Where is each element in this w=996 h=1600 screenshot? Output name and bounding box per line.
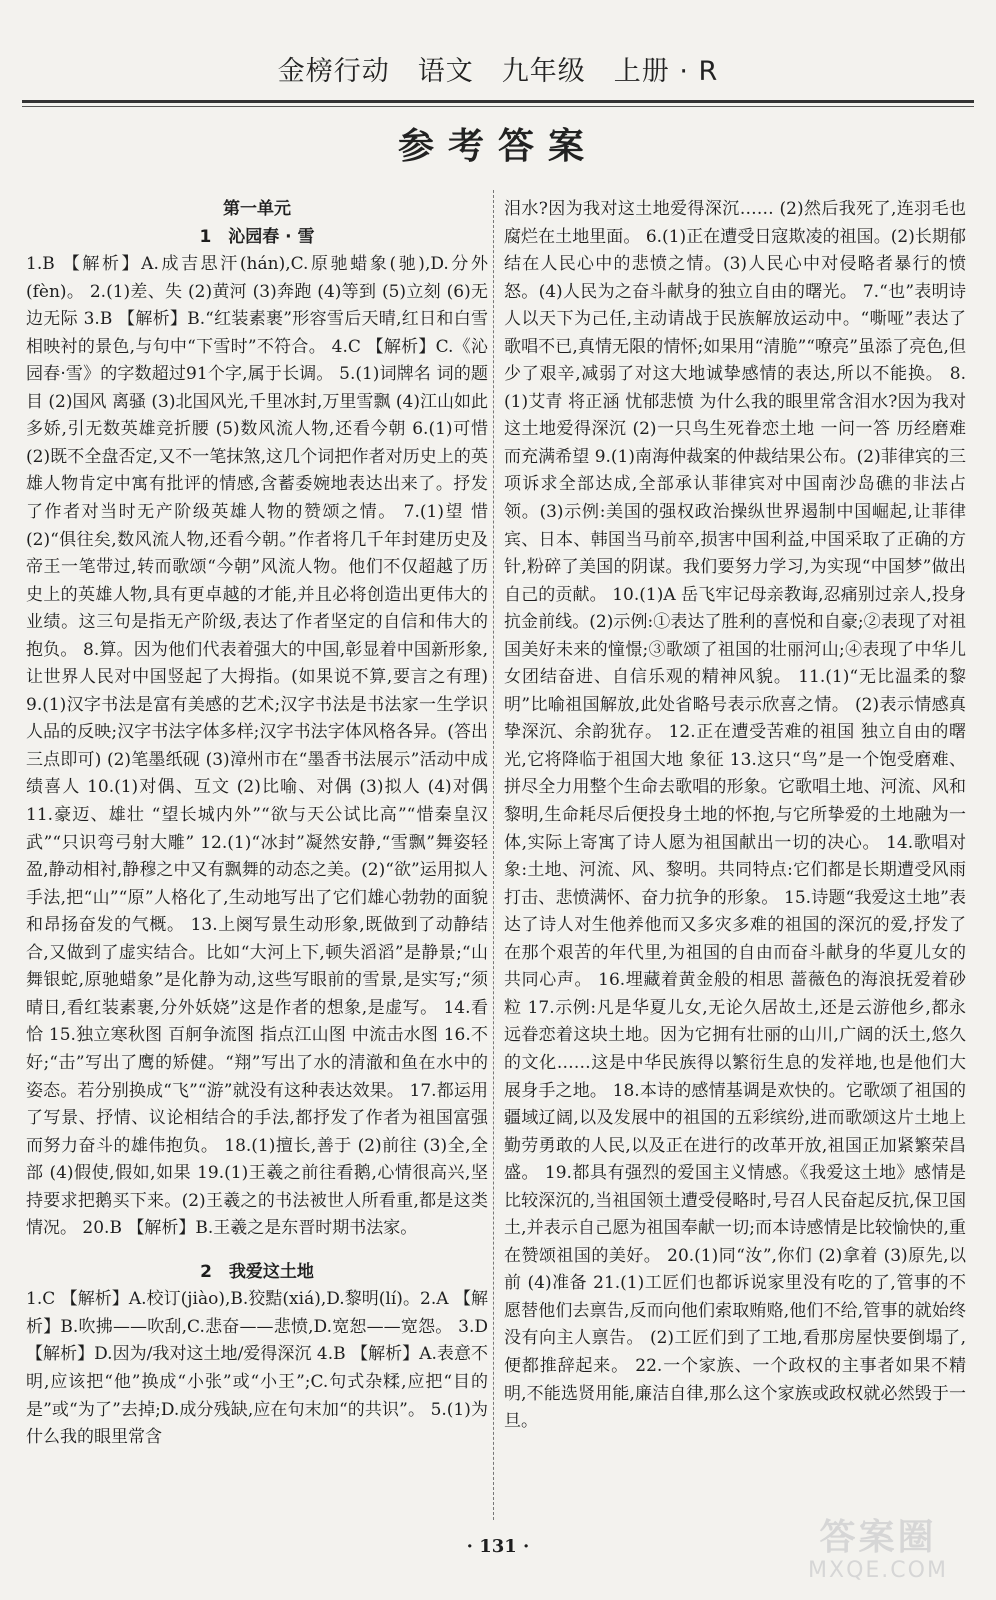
watermark-text: 答案圈 <box>819 1517 937 1558</box>
column-divider <box>493 190 494 1520</box>
page-title: 参考答案 <box>397 126 598 167</box>
page-number: · 131 · <box>466 1536 530 1557</box>
answer-block-lesson2-continued: 泪水?因为我对这土地爱得深沉…… (2)然后我死了,连羽毛也腐烂在土地里面。 6.(1)正在遭受日寇欺凌的祖国。(2)长期郁结在人民心中的悲愤之情。(3)人民心中对侵略者暴行的愤怒。(4)人民为之奋斗献身的独立自由的曙光。 7.“也”表明诗人以天下为己任,主动请战于民族解放运动中。“嘶哑”表达了歌唱不已,真情无限的情怀;如果用“清脆”“嘹亮”虽添了亮色,但少了艰辛,减弱了对这大地诚挚感情的表达,所以不能换。 8.(1)艾青 将正涵 忧郁悲愤 为什么我的眼里常含泪水?因为我对这土地爱得深沉 (2)一只鸟生死眷恋土地 一问一答 历经磨难而充满希望 9.(1)南海仲裁案的仲裁结果公布。(2)菲律宾的三项诉求全部达成,全部承认菲律宾对中国南沙岛礁的非法占领。(3)示例:美国的强权政治操纵世界遏制中国崛起,让菲律宾、日本、韩国当马前卒,损害中国利益,中国采取了正确的方针,粉碎了美国的阴谋。我们要努力学习,为实现“中国梦”做出自己的贡献。 10.(1)A 岳飞牢记母亲教诲,忍痛别过亲人,投身抗金前线。(2)示例:①表达了胜利的喜悦和自豪;②表现了对祖国美好未来的憧憬;③歌颂了祖国的壮丽河山;④表现了中华儿女团结奋进、自信乐观的精神风貌。 11.(1)“无比温柔的黎明”比喻祖国解放,此处省略号表示欣喜之情。 (2)表示情感真挚深沉、余韵犹存。 12.正在遭受苦难的祖国 独立自由的曙光,它将降临于祖国大地 象征 13.这只“鸟”是一个饱受磨难、拼尽全力用整个生命去歌唱的形象。它歌唱土地、河流、风和黎明,生命耗尽后便投身土地的怀抱,与它所挚爱的土地融为一体,实际上寄寓了诗人愿为祖国献出一切的决心。 14.歌唱对象:土地、河流、风、黎明。共同特点:它们都是长期遭受风雨打击、悲愤满怀、奋力抗争的形象。 15.诗题“我爱这土地”表达了诗人对生他养他而又多灾多难的祖国的深沉的爱,抒发了在那个艰苦的年代里,为祖国的自由而奋斗献身的华夏儿女的共同心声。 16.埋藏着黄金般的相思 蔷薇色的海浪抚爱着砂粒 17.示例:凡是华夏儿女,无论久居故土,还是云游他乡,都永远眷恋着这块土地。因为它拥有壮丽的山川,广阔的沃土,悠久的文化……这是中华民族得以繁衍生息的发祥地,也是他们大展身手之地。 18.本诗的感情基调是欢快的。它歌颂了祖国的疆域辽阔,以及发展中的祖国的五彩缤纷,进而歌颂这片土地上勤劳勇敢的人民,以及正在进行的改革开放,祖国正加紧繁荣昌盛。 19.都具有强烈的爱国主义情感。《我爱这土地》感情是比较深沉的,当祖国领土遭受侵略时,号召人民奋起反抗,保卫国土,并表示自己愿为祖国奉献一切;而本诗感情是比较愉快的,重在赞颂祖国的美好。 20.(1)同“汝”,你们 (2)拿着 (3)原先,以前 (4)准备 21.(1)工匠们也都诉说家里没有吃的了,管事的不愿替他们去禀告,反而向他们索取贿赂,他们不给,管事的就始终没有向主人禀告。 (2)工匠们到了工地,看那房屋快要倒塌了,便都推辞起来。 22.一个家族、一个政权的主事者如果不精明,不能选贤用能,廉洁自律,那么这个家族或政权就必然毁于一旦。 <box>504 199 966 1432</box>
header-rule-thin <box>22 106 974 107</box>
left-column <box>26 196 488 1452</box>
header-rule <box>22 100 974 103</box>
lesson-heading-2: 2 我爱这土地 <box>200 1261 314 1282</box>
watermark-url: MXQE.COM <box>808 1558 948 1583</box>
spacer <box>26 1243 488 1259</box>
right-column <box>504 196 966 1436</box>
answer-block-lesson1: 1.B 【解析】A.成吉思汗(hán),C.原驰蜡象(驰),D.分外(fèn)。 2.(1)差、失 (2)黄河 (3)奔跑 (4)等到 (5)立刻 (6)无边无际 3.B 【解析】B.“红装素裹”形容雪后天晴,红日和白雪相映衬的景色,与句中“下雪时”不符合。 4.C 【解析】C.《沁园春·雪》的字数超过91个字,属于长调。 5.(1)词牌名 词的题目 (2)国风 离骚 (3)北国风光,千里冰封,万里雪飘 (4)江山如此多娇,引无数英雄竞折腰 (5)数风流人物,还看今朝 6.(1)可惜 (2)既不全盘否定,又不一笔抹煞,这几个词把作者对历史上的英雄人物肯定中寓有批评的情感,含蓄委婉地表达出来了。抒发了作者对当时无产阶级英雄人物的赞颂之情。 7.(1)望 惜 (2)“俱往矣,数风流人物,还看今朝。”作者将几千年封建历史及帝王一笔带过,转而歌颂“今朝”风流人物。他们不仅超越了历史上的英雄人物,具有更卓越的才能,并且必将创造出更伟大的业绩。这三句是指无产阶级,表达了作者坚定的自信和伟大的抱负。 8.算。因为他们代表着强大的中国,彰显着中国新形象,让世界人民对中国竖起了大拇指。(如果说不算,要言之有理) 9.(1)汉字书法是富有美感的艺术;汉字书法是书法家一生学识人品的反映;汉字书法字体多样;汉字书法字体风格各异。(答出三点即可) (2)笔墨纸砚 (3)漳州市在“墨香书法展示”活动中成绩喜人 10.(1)对偶、互文 (2)比喻、对偶 (3)拟人 (4)对偶 11.豪迈、雄壮 “望长城内外”“欲与天公试比高”“惜秦皇汉武”“只识弯弓射大雕” 12.(1)“冰封”凝然安静,“雪飘”舞姿轻盈,静动相衬,静穆之中又有飘舞的动态之美。(2)“欲”运用拟人手法,把“山”“原”人格化了,生动地写出了它们雄心勃勃的面貌和昂扬奋发的气概。 13.上阕写景生动形象,既做到了动静结合,又做到了虚实结合。比如“大河上下,顿失滔滔”是静景;“山舞银蛇,原驰蜡象”是化静为动,这些写眼前的雪景,是实写;“须晴日,看红装素裹,分外妖娆”这是作者的想象,是虚写。 14.看 恰 15.独立寒秋图 百舸争流图 指点江山图 中流击水图 16.不好;“击”写出了鹰的矫健。“翔”写出了水的清澈和鱼在水中的姿态。若分别换成“飞”“游”就没有这种表达效果。 17.都运用了写景、抒情、议论相结合的手法,都抒发了作者为祖国富强而努力奋斗的雄伟抱负。 18.(1)擅长,善于 (2)前往 (3)全,全部 (4)假使,假如,如果 19.(1)王羲之前往看鹅,心情很高兴,坚持要求把鹅买下来。(2)王羲之的书法被世人所看重,都是这类情况。 20.B 【解析】B.王羲之是东晋时期书法家。 <box>26 254 488 1239</box>
watermark-logo <box>778 1518 978 1588</box>
answer-block-lesson2: 1.C 【解析】A.校订(jiào),B.狡黠(xiá),D.黎明(lí)。2.A 【解析】B.吹拂——吹刮,C.悲奋——悲愤,D.宽恕——宽怨。 3.D 【解析】D.因为/我对这土地/爱得深沉 4.B 【解析】A.表意不明,应该把“他”换成“小张”或“小王”;C.句式杂糅,应把“目的是”或“为了”去掉;D.成分残缺,应在句末加“的共识”。 5.(1)为什么我的眼里常含 <box>26 1289 488 1448</box>
lesson-heading-1: 1 沁园春 · 雪 <box>199 226 315 247</box>
running-header: 金榜行动 语文 九年级 上册 · R <box>277 56 719 87</box>
unit-heading: 第一单元 <box>223 199 291 219</box>
